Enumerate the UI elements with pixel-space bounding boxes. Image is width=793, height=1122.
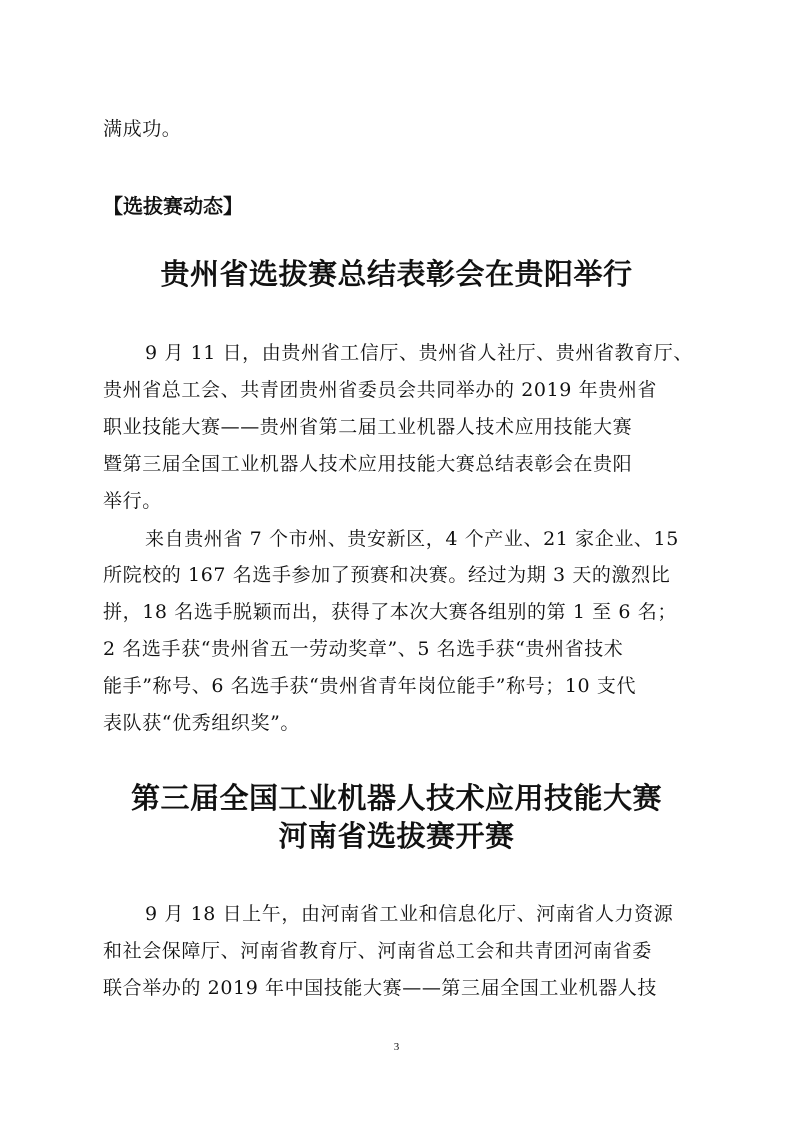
article-2-paragraph-1-line-1: 9 月 18 日上午，由河南省工业和信息化厅、河南省人力资源 [145,903,674,925]
article-1-paragraph-2-line-6: 表队获“优秀组织奖”。 [103,712,301,734]
article-1-paragraph-2-line-4: 2 名选手获“贵州省五一劳动奖章”、5 名选手获“贵州省技术 [103,638,624,660]
article-1-paragraph-1-line-5: 举行。 [103,490,162,512]
continued-paragraph-line: 满成功。 [103,118,182,140]
article-1-paragraph-2-line-2: 所院校的 167 名选手参加了预赛和决赛。经过为期 3 天的激烈比 [103,564,671,586]
article-1-paragraph-2-line-3: 拼，18 名选手脱颖而出，获得了本次大赛各组别的第 1 至 6 名； [103,601,677,623]
article-1-paragraph-1-line-1: 9 月 11 日，由贵州省工信厅、贵州省人社厅、贵州省教育厅、 [145,342,693,364]
article-1-paragraph-1-line-4: 暨第三届全国工业机器人技术应用技能大赛总结表彰会在贵阳 [103,453,633,475]
article-1-paragraph-1-line-3: 职业技能大赛——贵州省第二届工业机器人技术应用技能大赛 [103,416,633,438]
article-1-paragraph-1-line-2: 贵州省总工会、共青团贵州省委员会共同举办的 2019 年贵州省 [103,379,658,401]
section-tag: 【选拔赛动态】 [103,194,243,218]
article-1-title: 贵州省选拔赛总结表彰会在贵阳举行 [160,257,633,291]
article-2-title-line-1: 第三届全国工业机器人技术应用技能大赛 [130,781,662,815]
article-2-paragraph-1-line-3: 联合举办的 2019 年中国技能大赛——第三届全国工业机器人技 [103,977,658,999]
article-2-paragraph-1-line-2: 和社会保障厅、河南省教育厅、河南省总工会和共青团河南省委 [103,940,652,962]
article-1-paragraph-2-line-5: 能手”称号、6 名选手获“贵州省青年岗位能手”称号；10 支代 [103,675,637,697]
article-1-paragraph-2-line-1: 来自贵州省 7 个市州、贵安新区，4 个产业、21 家企业、15 [145,528,679,550]
article-2-title-line-2: 河南省选拔赛开赛 [278,819,515,853]
page-number: 3 [393,1041,400,1053]
